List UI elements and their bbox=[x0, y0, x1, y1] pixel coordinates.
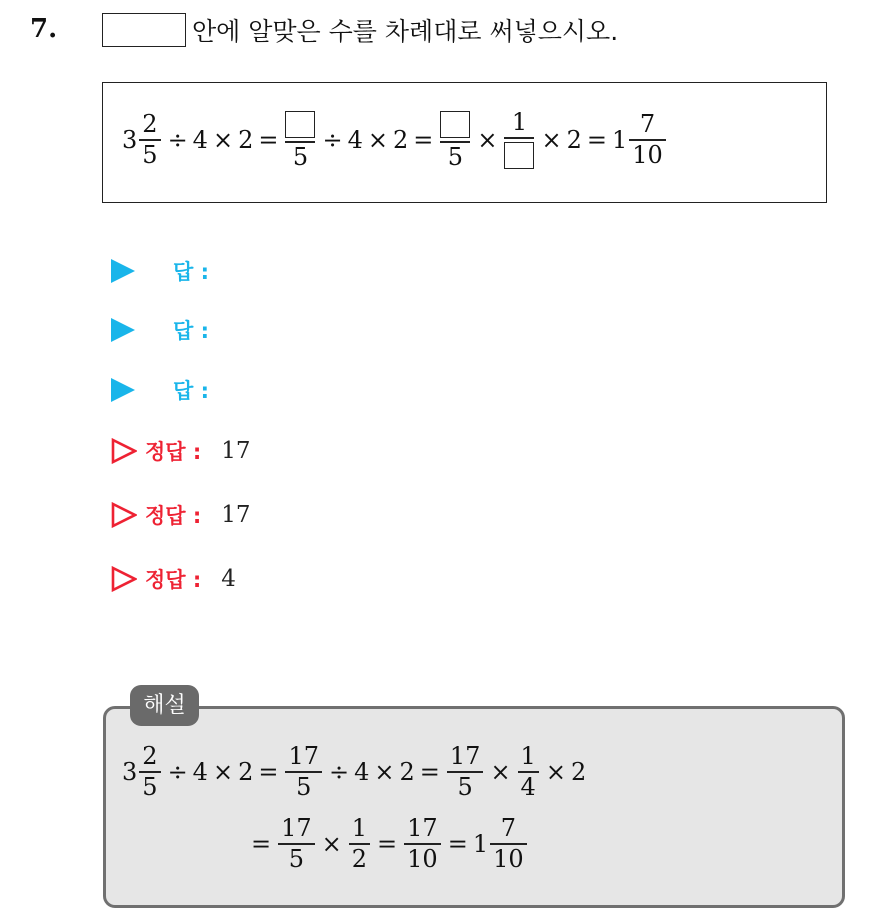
result-fraction bbox=[629, 109, 666, 169]
divide-sign: ÷ bbox=[322, 125, 343, 154]
explanation-line-2 bbox=[246, 816, 529, 872]
frac-denominator: 10 bbox=[407, 844, 438, 873]
correct-answer-row-2 bbox=[111, 500, 251, 530]
number-four: 4 bbox=[354, 757, 370, 786]
correct-label: 정답 : bbox=[145, 568, 202, 592]
frac-numerator: 17 bbox=[281, 814, 312, 842]
fraction-blank-over-5 bbox=[285, 110, 315, 170]
equals-sign: = bbox=[413, 125, 434, 154]
frac-numerator: 2 bbox=[142, 742, 158, 770]
frac-denominator: 5 bbox=[292, 142, 309, 171]
outline-triangle-icon bbox=[111, 566, 137, 592]
frac-denominator: 4 bbox=[520, 772, 536, 801]
number-two: 2 bbox=[566, 125, 582, 154]
number-four: 4 bbox=[192, 757, 208, 786]
mixed-fraction bbox=[139, 109, 160, 169]
result-whole: 1 bbox=[472, 829, 489, 858]
result-whole: 1 bbox=[611, 125, 628, 154]
play-triangle-icon bbox=[111, 378, 135, 402]
frac-numerator: 1 bbox=[511, 108, 528, 136]
frac-denominator: 10 bbox=[632, 140, 663, 169]
equals-sign: = bbox=[586, 125, 607, 154]
answer-row-2[interactable] bbox=[111, 315, 209, 345]
equals-sign: = bbox=[447, 829, 468, 858]
correct-value: 17 bbox=[221, 502, 251, 528]
frac-denominator: 5 bbox=[457, 772, 473, 801]
fraction-blank-over-5 bbox=[440, 110, 470, 170]
fraction-17-over-5 bbox=[285, 744, 322, 800]
answer-blank-1[interactable] bbox=[285, 111, 315, 138]
frac-numerator: 7 bbox=[500, 814, 516, 842]
equals-sign: = bbox=[377, 829, 398, 858]
mixed-whole: 3 bbox=[122, 125, 138, 154]
frac-numerator: 1 bbox=[520, 742, 536, 770]
multiply-sign: × bbox=[490, 757, 511, 786]
correct-answer-row-3 bbox=[111, 564, 236, 594]
correct-value: 4 bbox=[221, 566, 236, 592]
fraction-1-over-blank bbox=[504, 110, 534, 170]
answer-label: 답 : bbox=[173, 260, 209, 284]
multiply-sign: × bbox=[541, 125, 562, 154]
answer-blank-3[interactable] bbox=[504, 142, 534, 169]
fraction-1-over-4 bbox=[518, 744, 539, 800]
answer-row-1[interactable] bbox=[111, 256, 209, 286]
fraction-17-over-10 bbox=[404, 816, 441, 872]
divide-sign: ÷ bbox=[167, 125, 188, 154]
correct-label: 정답 : bbox=[145, 440, 202, 464]
number-two: 2 bbox=[238, 125, 254, 154]
mixed-number bbox=[122, 109, 163, 169]
correct-answer-row-1 bbox=[111, 436, 251, 466]
multiply-sign: × bbox=[212, 757, 234, 786]
result-mixed-number bbox=[473, 816, 529, 872]
number-two: 2 bbox=[238, 757, 254, 786]
equals-sign: = bbox=[258, 125, 279, 154]
frac-denominator: 5 bbox=[142, 772, 158, 801]
question-line bbox=[102, 12, 618, 48]
fraction-17-over-5 bbox=[278, 816, 315, 872]
outline-triangle-icon bbox=[111, 438, 137, 464]
multiply-sign: × bbox=[321, 829, 342, 858]
fraction-1-over-2 bbox=[349, 816, 370, 872]
frac-numerator: 1 bbox=[351, 814, 368, 842]
answer-label: 답 : bbox=[173, 319, 209, 343]
explanation-line-1 bbox=[122, 744, 586, 800]
result-mixed-number bbox=[611, 109, 668, 169]
play-triangle-icon bbox=[111, 318, 135, 342]
multiply-sign: × bbox=[374, 757, 395, 786]
number-two: 2 bbox=[399, 757, 415, 786]
mixed-whole: 3 bbox=[122, 757, 138, 786]
frac-numerator: 7 bbox=[639, 109, 656, 138]
divide-sign: ÷ bbox=[167, 757, 188, 786]
frac-denominator: 2 bbox=[351, 844, 368, 873]
answer-blank-2[interactable] bbox=[440, 111, 470, 138]
blank-box-icon bbox=[102, 13, 186, 47]
fraction-17-over-5 bbox=[447, 744, 484, 800]
number-two: 2 bbox=[570, 757, 587, 786]
multiply-sign: × bbox=[367, 125, 388, 154]
frac-denominator: 5 bbox=[288, 844, 305, 873]
frac-numerator: 17 bbox=[288, 742, 319, 770]
frac-numerator: 2 bbox=[142, 109, 158, 138]
problem-equation bbox=[122, 110, 668, 170]
mixed-number bbox=[122, 744, 163, 800]
frac-denominator: 10 bbox=[493, 844, 524, 873]
multiply-sign: × bbox=[212, 125, 234, 154]
equals-sign: = bbox=[258, 757, 279, 786]
result-fraction bbox=[490, 816, 527, 872]
outline-triangle-icon bbox=[111, 502, 137, 528]
divide-sign: ÷ bbox=[329, 757, 350, 786]
number-four: 4 bbox=[192, 125, 208, 154]
play-triangle-icon bbox=[111, 259, 135, 283]
answer-label: 답 : bbox=[173, 379, 209, 403]
number-two: 2 bbox=[392, 125, 409, 154]
correct-label: 정답 : bbox=[145, 504, 202, 528]
explanation-box bbox=[103, 706, 845, 908]
equals-sign: = bbox=[419, 757, 440, 786]
mixed-fraction bbox=[139, 744, 160, 800]
explanation-tag: 해설 bbox=[130, 685, 199, 726]
frac-denominator: 5 bbox=[296, 772, 312, 801]
correct-value: 17 bbox=[221, 438, 251, 464]
question-number: 7. bbox=[30, 14, 58, 44]
multiply-sign: × bbox=[545, 757, 566, 786]
answer-row-3[interactable] bbox=[111, 375, 209, 405]
number-four: 4 bbox=[347, 125, 363, 154]
frac-numerator: 17 bbox=[449, 742, 481, 770]
equals-sign: = bbox=[251, 829, 272, 858]
frac-denominator: 5 bbox=[447, 142, 463, 171]
frac-denominator: 5 bbox=[142, 140, 158, 169]
multiply-sign: × bbox=[477, 125, 498, 154]
frac-numerator: 17 bbox=[407, 814, 438, 842]
question-instruction: 안에 알맞은 수를 차례대로 써넣으시오. bbox=[192, 17, 619, 46]
